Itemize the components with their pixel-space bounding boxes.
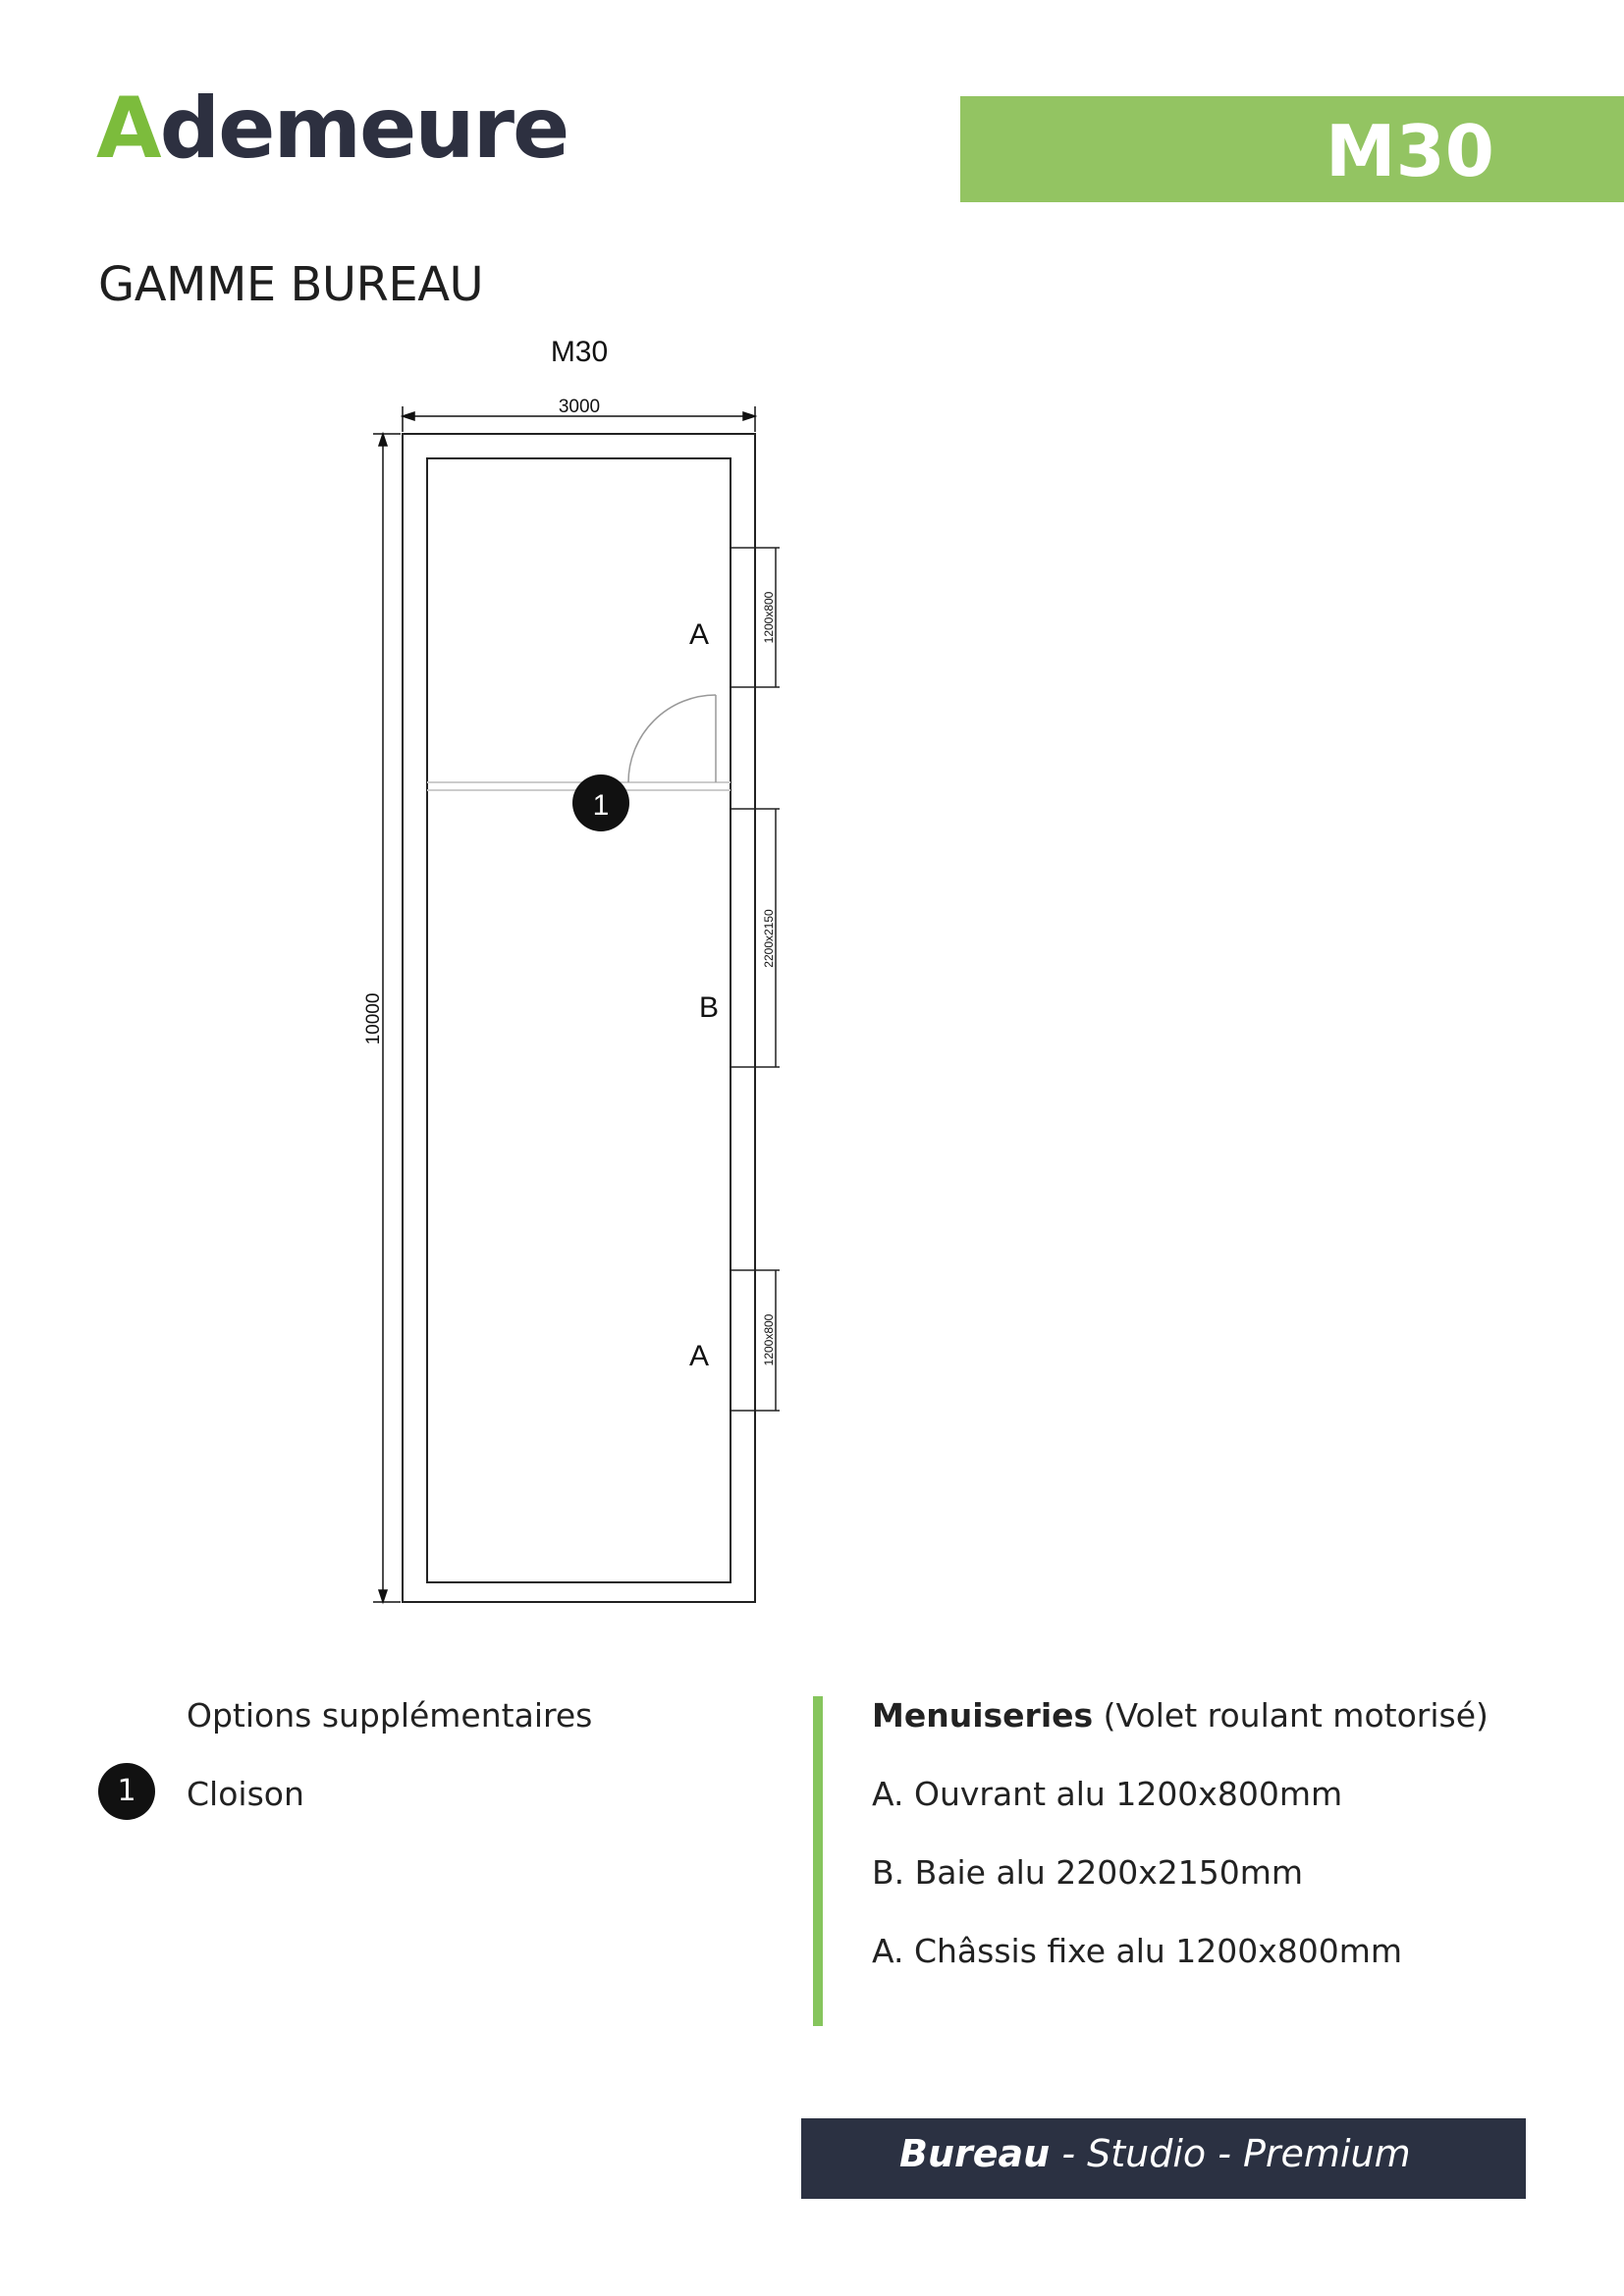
menuiseries-title-rest: (Volet roulant motorisé) (1093, 1696, 1489, 1735)
door-swing (628, 695, 716, 782)
option-label: Cloison (187, 1775, 304, 1813)
options-title: Options supplémentaires (187, 1696, 593, 1735)
opening-a-top-label: A (688, 618, 710, 651)
footer-text (899, 2132, 1411, 2175)
menuiseries-title (872, 1696, 1489, 1735)
menuiseries-item: A. Châssis fixe alu 1200x800mm (872, 1932, 1403, 1970)
opening-a-bottom-dim: 1200x800 (762, 1313, 776, 1366)
logo-letter-a: A (96, 80, 160, 178)
menuiseries-title-strong: Menuiseries (872, 1696, 1094, 1735)
length-dim-label: 10000 (363, 992, 384, 1045)
opening-a-bottom-label: A (688, 1340, 710, 1372)
opening-a-top-dim: 1200x800 (762, 591, 776, 644)
opening-b-dim: 2200x2150 (762, 909, 776, 968)
section-divider (813, 1696, 823, 2026)
width-dim-label: 3000 (558, 397, 601, 417)
opening-b-label: B (698, 991, 720, 1024)
plan-title: M30 (550, 336, 609, 368)
logo-wordmark: demeure (159, 80, 568, 178)
option-marker-number: 1 (592, 789, 610, 822)
model-code: M30 (1326, 110, 1494, 192)
option-number-badge: 1 (98, 1763, 155, 1820)
menuiseries-item: B. Baie alu 2200x2150mm (872, 1853, 1304, 1892)
inner-wall (427, 458, 731, 1582)
footer-bar (801, 2118, 1526, 2199)
footer-text-rest: - Studio - Premium (1050, 2132, 1411, 2175)
footer-text-strong: Bureau (899, 2132, 1051, 2175)
menuiseries-item: A. Ouvrant alu 1200x800mm (872, 1775, 1343, 1813)
range-title: GAMME BUREAU (98, 257, 484, 312)
